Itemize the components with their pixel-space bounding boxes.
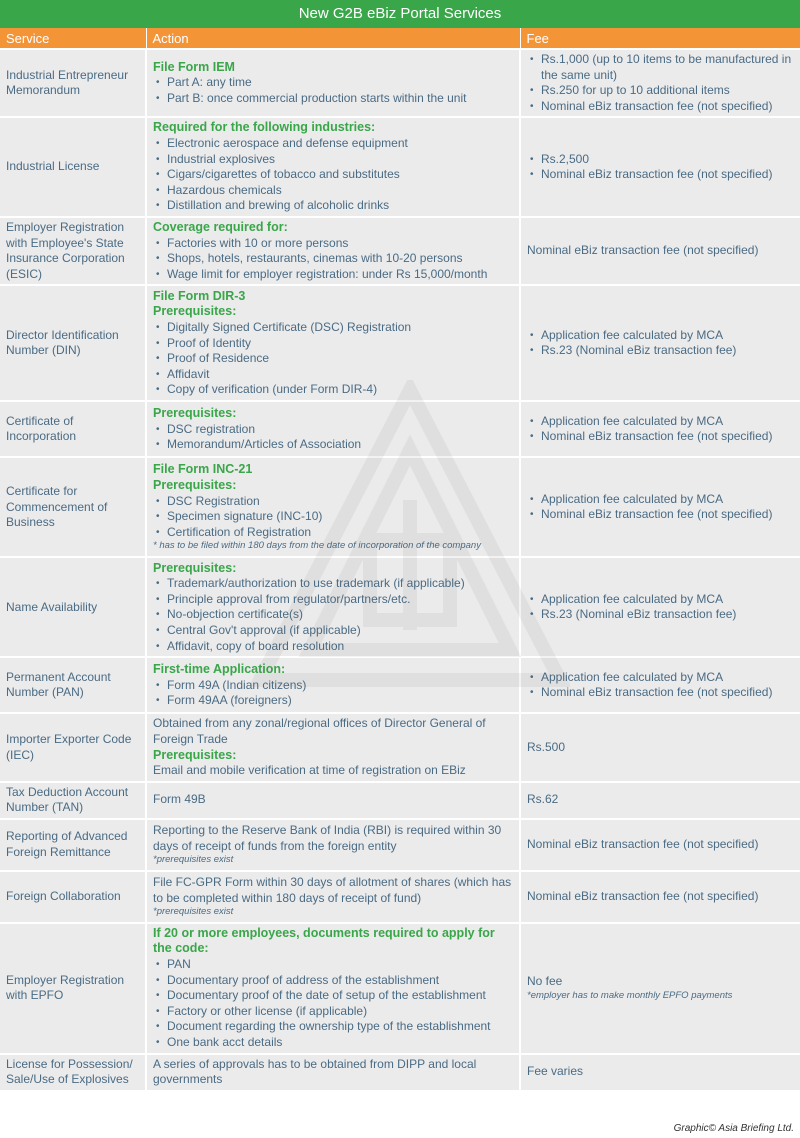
list-item: • Rs.23 (Nominal eBiz transaction fee): [527, 607, 794, 623]
footnote: *prerequisites exist: [153, 906, 234, 918]
bullet-list: [153, 75, 513, 106]
list-item: • Nominal eBiz transaction fee (not specified): [527, 167, 794, 183]
list-item: • Part A: any time: [153, 75, 513, 91]
action-cell: [146, 557, 520, 657]
list-item: • Cigars/cigarettes of tobacco and substitutes: [153, 167, 513, 183]
list-item: • Application fee calculated by MCA: [527, 328, 794, 344]
service-cell: Industrial Entrepreneur Memorandum: [0, 49, 146, 117]
service-cell: Tax Deduction Account Number (TAN): [0, 782, 146, 819]
footnote: *prerequisites exist: [153, 854, 234, 866]
fee-cell: [520, 871, 800, 923]
bullet-list: [527, 52, 794, 114]
list-item: • Application fee calculated by MCA: [527, 670, 794, 686]
fee-cell: [520, 713, 800, 781]
footnote: * has to be filed within 180 days from the date of incorporation of the company: [153, 540, 481, 552]
fee-cell: [520, 657, 800, 713]
text-line: Nominal eBiz transaction fee (not specified): [527, 243, 759, 258]
list-item: • Hazardous chemicals: [153, 183, 513, 199]
bullet-list: [153, 136, 513, 214]
list-item: • Documentary proof of the date of setup of the establishment: [153, 988, 513, 1004]
bullet-list: [153, 320, 513, 398]
service-cell: Industrial License: [0, 117, 146, 217]
bullet-list: [527, 492, 794, 523]
list-item: • Rs.250 for up to 10 additional items: [527, 83, 794, 99]
table-row: [0, 871, 800, 923]
action-heading: File Form DIR-3: [153, 288, 246, 303]
graphic-credit: Graphic© Asia Briefing Ltd.: [673, 1123, 794, 1134]
action-cell: [146, 782, 520, 819]
text-line: Nominal eBiz transaction fee (not specified): [527, 889, 759, 904]
list-item: • Central Gov't approval (if applicable): [153, 623, 513, 639]
action-cell: [146, 713, 520, 781]
action-heading: Prerequisites:: [153, 560, 237, 575]
bullet-list: [527, 592, 794, 623]
fee-cell: [520, 285, 800, 401]
fee-cell: [520, 819, 800, 871]
list-item: • Principle approval from regulator/partners/etc.: [153, 592, 513, 608]
list-item: • Trademark/authorization to use trademark (if applicable): [153, 576, 513, 592]
header-fee: Fee: [520, 28, 800, 49]
list-item: • Certification of Registration: [153, 525, 513, 541]
action-cell: [146, 819, 520, 871]
action-heading: Prerequisites:: [153, 477, 237, 492]
list-item: • Rs.1,000 (up to 10 items to be manufactured in the same unit): [527, 52, 794, 83]
action-cell: [146, 871, 520, 923]
text-line: Obtained from any zonal/regional offices of Director General of Foreign Trade: [153, 716, 486, 746]
list-item: • Copy of verification (under Form DIR-4): [153, 382, 513, 398]
footnote: *employer has to make monthly EPFO payments: [527, 990, 733, 1002]
text-line: File FC-GPR Form within 30 days of allotment of shares (which has to be completed within 180 days of receipt of fund): [153, 875, 512, 905]
list-item: • PAN: [153, 957, 513, 973]
list-item: • Form 49AA (foreigners): [153, 693, 513, 709]
table-row: [0, 923, 800, 1054]
list-item: • No-objection certificate(s): [153, 607, 513, 623]
action-heading: Required for the following industries:: [153, 120, 376, 135]
service-cell: Permanent Account Number (PAN): [0, 657, 146, 713]
table-header: [0, 28, 800, 49]
table-row: [0, 217, 800, 285]
action-heading: Prerequisites:: [153, 747, 237, 762]
table-row: [0, 1054, 800, 1090]
table-row: [0, 713, 800, 781]
list-item: • Factories with 10 or more persons: [153, 236, 513, 252]
action-heading: Coverage required for:: [153, 219, 288, 234]
action-heading: If 20 or more employees, documents required to apply for the code:: [153, 925, 495, 956]
list-item: • DSC Registration: [153, 494, 513, 510]
action-cell: [146, 117, 520, 217]
list-item: • Application fee calculated by MCA: [527, 492, 794, 508]
table-row: [0, 782, 800, 819]
list-item: • Digitally Signed Certificate (DSC) Registration: [153, 320, 513, 336]
header-action: Action: [146, 28, 520, 49]
list-item: • Specimen signature (INC-10): [153, 509, 513, 525]
bullet-list: [153, 422, 513, 453]
table-row: [0, 117, 800, 217]
list-item: • Document regarding the ownership type of the establishment: [153, 1019, 513, 1035]
list-item: • Nominal eBiz transaction fee (not specified): [527, 507, 794, 523]
text-line: Rs.500: [527, 739, 566, 754]
fee-cell: [520, 49, 800, 117]
list-item: • Form 49A (Indian citizens): [153, 678, 513, 694]
list-item: • Rs.23 (Nominal eBiz transaction fee): [527, 343, 794, 359]
list-item: • Distillation and brewing of alcoholic drinks: [153, 198, 513, 214]
text-line: Fee varies: [527, 1064, 584, 1079]
list-item: • Nominal eBiz transaction fee (not specified): [527, 429, 794, 445]
action-heading: File Form INC-21: [153, 462, 253, 477]
bullet-list: [153, 957, 513, 1051]
table-body: [0, 49, 800, 1090]
fee-cell: [520, 1054, 800, 1090]
bullet-list: [153, 494, 513, 541]
bullet-list: [153, 576, 513, 654]
table-row: [0, 819, 800, 871]
fee-cell: [520, 117, 800, 217]
action-cell: [146, 401, 520, 457]
list-item: • DSC registration: [153, 422, 513, 438]
table-title: New G2B eBiz Portal Services: [0, 0, 800, 28]
fee-cell: [520, 557, 800, 657]
table-row: [0, 457, 800, 557]
bullet-list: [153, 236, 513, 283]
bullet-list: [527, 152, 794, 183]
action-cell: [146, 657, 520, 713]
table-row: [0, 557, 800, 657]
text-line: Rs.62: [527, 792, 559, 807]
text-line: A series of approvals has to be obtained from DIPP and local governments: [153, 1056, 477, 1087]
list-item: • Proof of Residence: [153, 351, 513, 367]
service-cell: Certificate for Commencement of Business: [0, 457, 146, 557]
list-item: • Rs.2,500: [527, 152, 794, 168]
list-item: • One bank acct details: [153, 1035, 513, 1051]
header-service: Service: [0, 28, 146, 49]
fee-cell: [520, 923, 800, 1054]
list-item: • Electronic aerospace and defense equipment: [153, 136, 513, 152]
table-row: [0, 49, 800, 117]
list-item: • Proof of Identity: [153, 336, 513, 352]
action-cell: [146, 285, 520, 401]
list-item: • Application fee calculated by MCA: [527, 414, 794, 430]
service-cell: Importer Exporter Code (IEC): [0, 713, 146, 781]
list-item: • Nominal eBiz transaction fee (not specified): [527, 685, 794, 701]
service-cell: License for Possession/ Sale/Use of Explosives: [0, 1054, 146, 1090]
fee-cell: [520, 217, 800, 285]
list-item: • Shops, hotels, restaurants, cinemas with 10-20 persons: [153, 251, 513, 267]
text-line: No fee: [527, 974, 563, 989]
service-cell: Name Availability: [0, 557, 146, 657]
action-heading: First-time Application:: [153, 661, 286, 676]
list-item: • Affidavit, copy of board resolution: [153, 639, 513, 655]
action-cell: [146, 457, 520, 557]
list-item: • Memorandum/Articles of Association: [153, 437, 513, 453]
list-item: • Industrial explosives: [153, 152, 513, 168]
list-item: • Part B: once commercial production starts within the unit: [153, 91, 513, 107]
service-cell: Employer Registration with Employee's State Insurance Corporation (ESIC): [0, 217, 146, 285]
action-heading: Prerequisites:: [153, 405, 237, 420]
text-line: Email and mobile verification at time of registration on EBiz: [153, 763, 466, 778]
service-cell: Reporting of Advanced Foreign Remittance: [0, 819, 146, 871]
list-item: • Factory or other license (if applicable): [153, 1004, 513, 1020]
text-line: Form 49B: [153, 792, 206, 807]
table-row: [0, 401, 800, 457]
action-cell: [146, 217, 520, 285]
fee-cell: [520, 401, 800, 457]
action-heading: Prerequisites:: [153, 304, 237, 319]
text-line: Reporting to the Reserve Bank of India (RBI) is required within 30 days of receipt of funds from the foreign entity: [153, 823, 502, 853]
fee-cell: [520, 782, 800, 819]
table-row: [0, 285, 800, 401]
action-heading: File Form IEM: [153, 59, 235, 74]
bullet-list: [527, 328, 794, 359]
service-cell: Director Identification Number (DIN): [0, 285, 146, 401]
action-cell: [146, 1054, 520, 1090]
service-cell: Foreign Collaboration: [0, 871, 146, 923]
services-table: [0, 28, 800, 1090]
list-item: • Affidavit: [153, 367, 513, 383]
list-item: • Application fee calculated by MCA: [527, 592, 794, 608]
list-item: • Documentary proof of address of the establishment: [153, 973, 513, 989]
service-cell: Employer Registration with EPFO: [0, 923, 146, 1054]
bullet-list: [527, 414, 794, 445]
table-row: [0, 657, 800, 713]
bullet-list: [153, 678, 513, 709]
service-cell: Certificate of Incorporation: [0, 401, 146, 457]
action-cell: [146, 923, 520, 1054]
action-cell: [146, 49, 520, 117]
fee-cell: [520, 457, 800, 557]
text-line: Nominal eBiz transaction fee (not specified): [527, 837, 759, 852]
bullet-list: [527, 670, 794, 701]
list-item: • Nominal eBiz transaction fee (not specified): [527, 99, 794, 115]
list-item: • Wage limit for employer registration: under Rs 15,000/month: [153, 267, 513, 283]
